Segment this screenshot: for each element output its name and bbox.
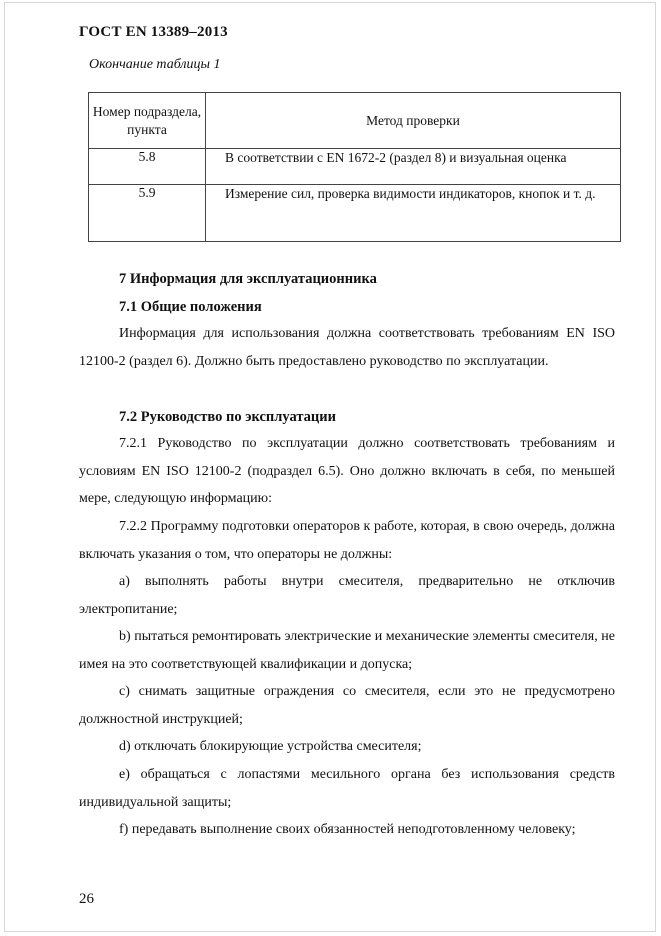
page-number: 26 xyxy=(79,891,94,907)
table-header-row xyxy=(89,93,621,149)
table-row xyxy=(89,149,621,184)
list-item-c: c) снимать защитные ограждения со смесителя, если это не предусмотрено должностной инструкцией; xyxy=(79,684,615,727)
section-7-title: 7 Информация для эксплуатационника xyxy=(119,271,377,287)
list-item-e: e) обращаться с лопастями месильного органа без использования средств индивидуальной защиты; xyxy=(79,767,615,810)
list-item-a: a) выполнять работы внутри смесителя, предварительно не отключив электропитание; xyxy=(79,574,615,617)
document-header: ГОСТ EN 13389–2013 xyxy=(79,24,228,40)
verification-table xyxy=(88,92,621,242)
table-caption: Окончание таблицы 1 xyxy=(89,57,221,72)
section-7-1-title: 7.1 Общие положения xyxy=(119,299,262,315)
table-cell-method: В соответствии с EN 1672-2 (раздел 8) и визуальная оценка xyxy=(206,149,621,184)
paragraph-7-2-2: 7.2.2 Программу подготовки операторов к работе, которая, в свою очередь, должна включать указания о том, что операторы не должны: xyxy=(79,519,615,562)
section-7-1-paragraph: Информация для использования должна соответствовать требованиям EN ISO 12100-2 (раздел 6). Должно быть предоставлено руководство по эксплуатации. xyxy=(79,326,615,369)
table-row xyxy=(89,184,621,241)
table-header-number: Номер подраздела, пункта xyxy=(89,93,206,149)
list-item-f: f) передавать выполнение своих обязанностей неподготовленному человеку; xyxy=(119,822,576,837)
table-header-method: Метод проверки xyxy=(206,93,621,149)
list-item-b: b) пытаться ремонтировать электрические и механические элементы смесителя, не имея на это соответствующей квалификации и допуска; xyxy=(79,629,615,672)
list-item-d: d) отключать блокирующие устройства смесителя; xyxy=(119,739,422,754)
paragraph-7-2-1: 7.2.1 Руководство по эксплуатации должно соответствовать требованиям и условиям EN ISO 12100-2 (подраздел 6.5). Оно должно включать в себя, по меньшей мере, следующую информацию: xyxy=(79,436,615,506)
section-7-2-title: 7.2 Руководство по эксплуатации xyxy=(119,409,336,425)
table-cell-number: 5.9 xyxy=(89,184,206,241)
table-cell-number: 5.8 xyxy=(89,149,206,184)
table-cell-method: Измерение сил, проверка видимости индикаторов, кнопок и т. д. xyxy=(206,184,621,241)
